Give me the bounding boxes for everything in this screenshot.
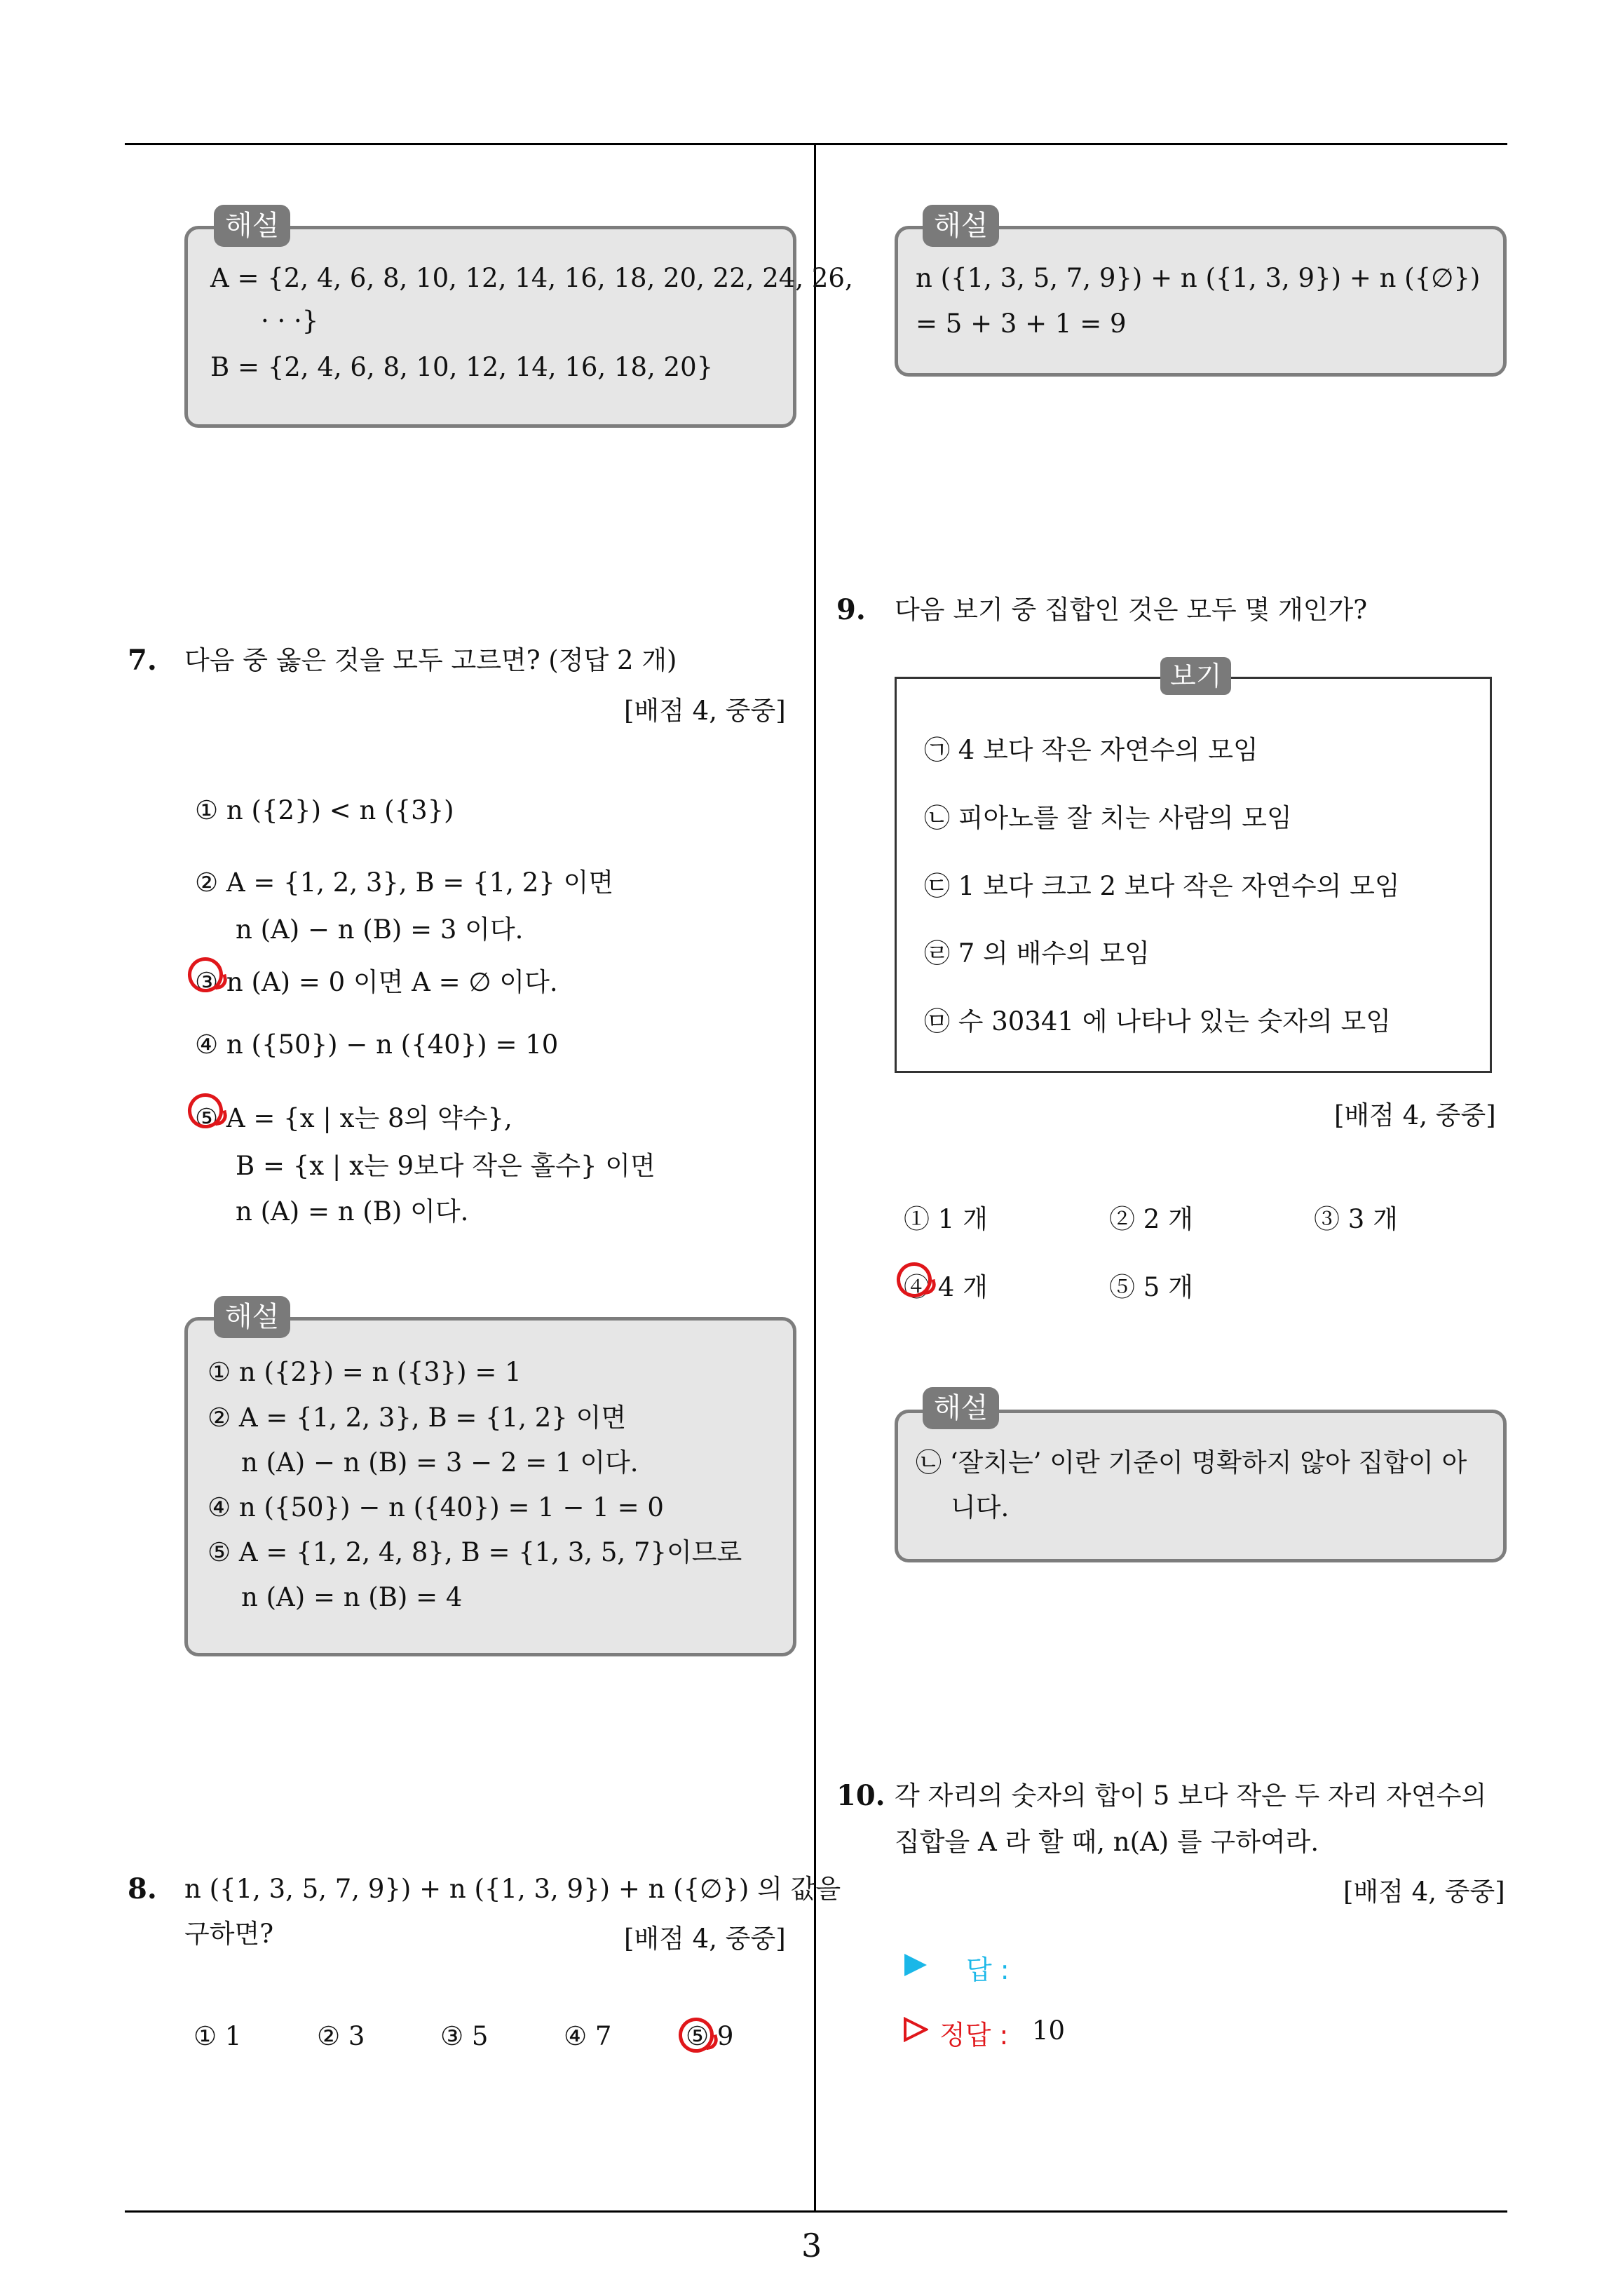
explanation-line: = 5 + 3 + 1 = 9 <box>916 309 1127 339</box>
page-number: 3 <box>801 2227 822 2264</box>
bogi-item: ㉢ 1 보다 크고 2 보다 작은 자연수의 모임 <box>924 871 1400 901</box>
explanation-line: B = {2, 4, 6, 8, 10, 12, 14, 16, 18, 20} <box>210 352 714 382</box>
question-text: 각 자리의 숫자의 합이 5 보다 작은 두 자리 자연수의 <box>895 1781 1487 1811</box>
bogi-tag: 보기 <box>1160 657 1231 695</box>
question-text: 다음 보기 중 집합인 것은 모두 몇 개인가? <box>895 595 1368 625</box>
choice-2[interactable]: ② 2 개 <box>1109 1204 1193 1234</box>
explanation-line: n (A) − n (B) = 3 − 2 = 1 이다. <box>241 1447 639 1478</box>
bogi-item: ㉤ 수 30341 에 나타나 있는 숫자의 모임 <box>924 1006 1391 1036</box>
choice-4[interactable]: ④ 7 <box>564 2021 612 2051</box>
choice-5[interactable]: ⑤ A = {x | x는 8의 약수}, <box>195 1103 512 1133</box>
bogi-item: ㉠ 4 보다 작은 자연수의 모임 <box>924 735 1258 765</box>
explanation-line: A = {2, 4, 6, 8, 10, 12, 14, 16, 18, 20, 22, 24, 26, <box>210 263 853 293</box>
choice-1[interactable]: ① n ({2}) < n ({3}) <box>195 795 454 825</box>
choice-2[interactable]: ② A = {1, 2, 3}, B = {1, 2} 이면 <box>195 867 614 898</box>
question-number: 8. <box>128 1872 157 1905</box>
explanation-line: n (A) = n (B) = 4 <box>241 1582 463 1612</box>
explanation-line: ㉡ ‘잘치는’ 이란 기준이 명확하지 않아 집합이 아 <box>916 1447 1467 1478</box>
choice-3[interactable]: ③ n (A) = 0 이면 A = ∅ 이다. <box>195 967 558 997</box>
question-number: 7. <box>128 644 157 677</box>
explanation-box-q8 <box>895 226 1507 377</box>
choice-4[interactable]: ④ 4 개 <box>904 1272 988 1302</box>
correct-answer-value: 10 <box>1032 2015 1066 2046</box>
explanation-tag: 해설 <box>214 1296 290 1338</box>
bottom-rule <box>125 2210 1507 2213</box>
choice-3[interactable]: ③ 5 <box>440 2021 489 2051</box>
question-score: [배점 4, 중중] <box>624 696 786 726</box>
question-text: 구하면? <box>184 1919 274 1949</box>
choice-5-cont: B = {x | x는 9보다 작은 홀수} 이면 <box>236 1151 656 1181</box>
choice-2-cont: n (A) − n (B) = 3 이다. <box>236 914 524 945</box>
choice-5-cont: n (A) = n (B) 이다. <box>236 1196 469 1227</box>
answer-arrow-icon <box>903 1952 928 1978</box>
question-number: 10. <box>836 1779 885 1812</box>
correct-arrow-icon <box>903 2017 928 2042</box>
explanation-line: 니다. <box>951 1492 1010 1522</box>
explanation-tag: 해설 <box>214 205 290 247</box>
question-text: 다음 중 옳은 것을 모두 고르면? (정답 2 개) <box>184 645 677 675</box>
answer-label: 답 : <box>966 1954 1010 1985</box>
choice-5[interactable]: ⑤ 9 <box>686 2021 734 2051</box>
choice-5[interactable]: ⑤ 5 개 <box>1109 1272 1193 1302</box>
explanation-line: ⑤ A = {1, 2, 4, 8}, B = {1, 3, 5, 7}이므로 <box>208 1537 742 1567</box>
question-number: 9. <box>836 593 866 626</box>
explanation-tag: 해설 <box>923 1387 999 1429</box>
choice-2[interactable]: ② 3 <box>317 2021 365 2051</box>
explanation-line: ④ n ({50}) − n ({40}) = 1 − 1 = 0 <box>208 1492 664 1522</box>
top-rule <box>125 143 1507 145</box>
explanation-line: n ({1, 3, 5, 7, 9}) + n ({1, 3, 9}) + n ({∅}) <box>916 263 1481 293</box>
question-score: [배점 4, 중중] <box>624 1924 786 1954</box>
explanation-line: · · ·} <box>261 306 319 336</box>
explanation-line: ① n ({2}) = n ({3}) = 1 <box>208 1357 522 1387</box>
bogi-item: ㉣ 7 의 배수의 모임 <box>924 938 1150 968</box>
choice-1[interactable]: ① 1 개 <box>904 1204 988 1234</box>
choice-4[interactable]: ④ n ({50}) − n ({40}) = 10 <box>195 1029 559 1060</box>
choice-3[interactable]: ③ 3 개 <box>1314 1204 1398 1234</box>
explanation-box-q9 <box>895 1410 1507 1562</box>
explanation-tag: 해설 <box>923 205 999 247</box>
question-score: [배점 4, 중중] <box>1343 1877 1505 1907</box>
bogi-item: ㉡ 피아노를 잘 치는 사람의 모임 <box>924 803 1292 833</box>
explanation-line: ② A = {1, 2, 3}, B = {1, 2} 이면 <box>208 1403 627 1433</box>
question-text: n ({1, 3, 5, 7, 9}) + n ({1, 3, 9}) + n ({∅}) 의 값을 <box>184 1874 841 1904</box>
correct-answer-label: 정답 : <box>939 2020 1009 2051</box>
question-score: [배점 4, 중중] <box>1334 1100 1496 1130</box>
choice-1[interactable]: ① 1 <box>193 2021 242 2051</box>
question-text: 집합을 A 라 할 때, n(A) 를 구하여라. <box>895 1827 1319 1857</box>
